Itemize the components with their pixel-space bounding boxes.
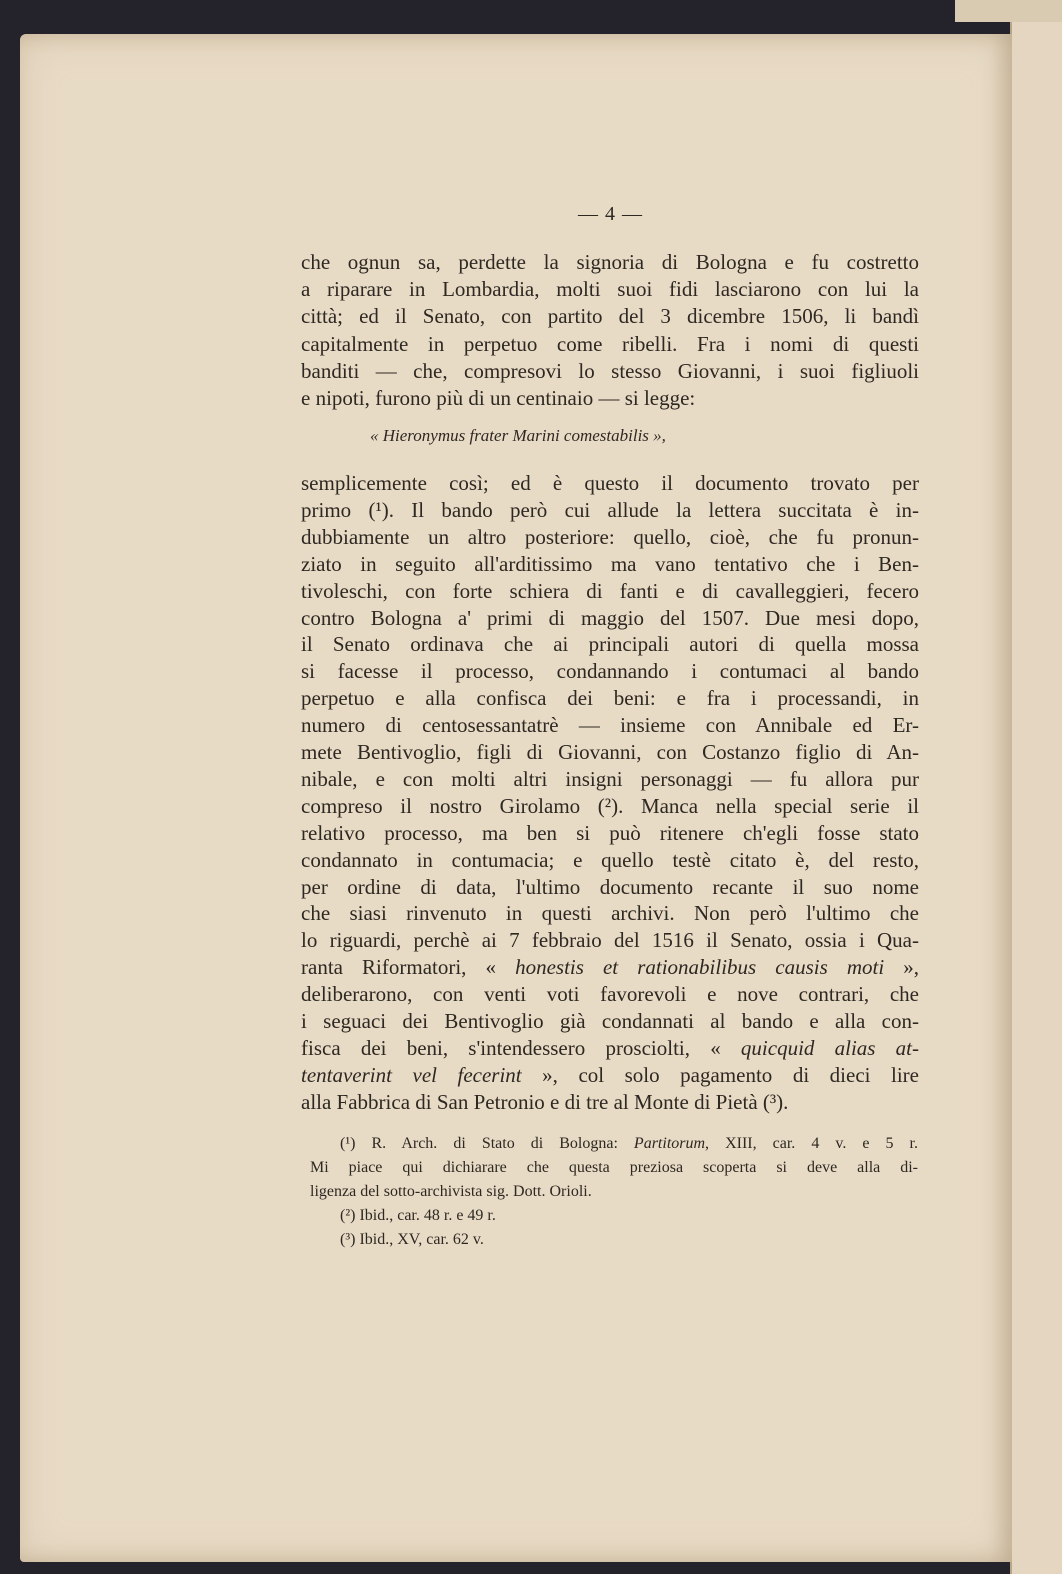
text-line <box>301 524 919 550</box>
text: », col solo pagamento di dieci lire <box>521 1062 919 1087</box>
text-line <box>301 954 919 980</box>
text: nibale, e con molti altri insigni personaggi — fu allora pur <box>301 766 919 791</box>
text-line <box>301 385 919 411</box>
text: (¹) R. Arch. di Stato di Bologna: <box>340 1135 634 1152</box>
text: capitalmente in perpetuo come ribelli. Fra i nomi di questi <box>301 331 919 356</box>
text: alla Fabbrica di San Petronio e di tre al Monte di Pietà (³). <box>301 1089 789 1114</box>
text: contro Bologna a' primi di maggio del 1507. Due mesi dopo, <box>301 605 919 630</box>
text-line <box>301 276 919 302</box>
text-line <box>301 470 919 496</box>
text-line <box>301 712 919 738</box>
text-line <box>301 303 919 329</box>
text-line <box>301 766 919 792</box>
text: il Senato ordinava che ai principali autori di quella mossa <box>301 632 919 657</box>
text: ranta Riformatori, « <box>301 955 516 980</box>
italic-text: quicquid alias at- <box>740 1035 919 1060</box>
text: numero di centosessantatrè — insieme con Annibale ed Er- <box>301 713 919 738</box>
text: a riparare in Lombardia, molti suoi fidi lasciarono con lui la <box>301 277 919 302</box>
text: deliberarono, con venti voti favorevoli e nove contrari, che <box>301 982 919 1007</box>
text-line <box>301 551 919 577</box>
text-line <box>301 578 919 604</box>
text-line <box>301 631 919 657</box>
text: semplicemente così; ed è questo il documento trovato per <box>301 471 919 495</box>
scan-background-edge <box>955 0 1062 22</box>
text-line <box>301 249 919 275</box>
text-line <box>301 900 919 926</box>
text-line <box>301 820 919 846</box>
footnote-line <box>310 1181 918 1203</box>
text: che ognun sa, perdette la signoria di Bologna e fu costretto <box>301 250 919 274</box>
text-line <box>301 793 919 819</box>
text-line <box>301 981 919 1007</box>
text: condannato in contumacia; e quello testè citato è, del resto, <box>301 847 919 872</box>
text: Mi piace qui dichiarare che questa preziosa scoperta si deve alla di- <box>310 1159 918 1176</box>
text-line <box>301 331 919 357</box>
footnote-line <box>340 1205 918 1227</box>
text: i seguaci dei Bentivoglio già condannati al bando e alla con- <box>301 1009 919 1033</box>
text: compreso il nostro Girolamo (²). Manca nella special serie il <box>301 793 919 818</box>
text: fisca dei beni, s'intendessero prosciolti, « <box>301 1035 741 1060</box>
italic-text: honestis et rationabilibus causis moti <box>515 955 885 980</box>
text-line <box>301 358 919 384</box>
text-line <box>301 685 919 711</box>
latin-quote: « Hieronymus frater Marini comestabilis », <box>370 426 666 445</box>
text-line <box>301 658 919 684</box>
text: che siasi rinvenuto in questi archivi. Non però l'ultimo che <box>301 901 919 926</box>
text: perpetuo e alla confisca dei beni: e fra i processandi, in <box>301 686 919 711</box>
text: si facesse il processo, condannando i contumaci al bando <box>301 659 919 684</box>
text: ligenza del sotto-archivista sig. Dott. Orioli. <box>310 1183 592 1200</box>
footnote-line <box>340 1229 918 1251</box>
text: (³) Ibid., XV, car. 62 v. <box>340 1231 484 1248</box>
text: banditi — che, compresovi lo stesso Giovanni, i suoi figliuoli <box>301 358 919 383</box>
text-line <box>301 874 919 900</box>
text: relativo processo, ma ben si può ritenere ch'egli fosse stato <box>301 820 919 845</box>
text-line <box>301 1062 919 1088</box>
text: ziato in seguito all'arditissimo ma vano tentativo che i Ben- <box>301 551 919 576</box>
text: », <box>884 955 920 980</box>
text: tivoleschi, con forte schiera di fanti e di cavalleggieri, fecero <box>301 578 919 603</box>
next-page-edge <box>1010 22 1062 1574</box>
text: , XIII, car. 4 v. e 5 r. <box>705 1135 918 1152</box>
text: dubbiamente un altro posteriore: quello, cioè, che fu pronun- <box>301 524 919 549</box>
footnote-line <box>310 1157 918 1179</box>
text: per ordine di data, l'ultimo documento recante il suo nome <box>301 874 919 899</box>
text: mete Bentivoglio, figli di Giovanni, con Costanzo figlio di An- <box>301 740 919 764</box>
text-line <box>301 605 919 631</box>
text-line <box>301 1008 919 1034</box>
footnote-line <box>340 1133 918 1155</box>
italic-text: Partitorum <box>633 1135 706 1152</box>
text: primo (¹). Il bando però cui allude la lettera succitata è in- <box>301 497 919 522</box>
text-line <box>301 927 919 953</box>
text-line <box>301 1089 919 1115</box>
text-line <box>301 847 919 873</box>
italic-text: tentaverint vel fecerint <box>301 1062 522 1087</box>
text-line <box>301 497 919 523</box>
text-line <box>301 1035 919 1061</box>
text: (²) Ibid., car. 48 r. e 49 r. <box>340 1207 496 1224</box>
text: e nipoti, furono più di un centinaio — si legge: <box>301 386 696 410</box>
page-number: — 4 — <box>578 203 643 225</box>
text-line <box>301 739 919 765</box>
text: lo riguardi, perchè ai 7 febbraio del 1516 il Senato, ossia i Qua- <box>301 928 919 953</box>
text: città; ed il Senato, con partito del 3 dicembre 1506, li bandì <box>301 304 919 329</box>
